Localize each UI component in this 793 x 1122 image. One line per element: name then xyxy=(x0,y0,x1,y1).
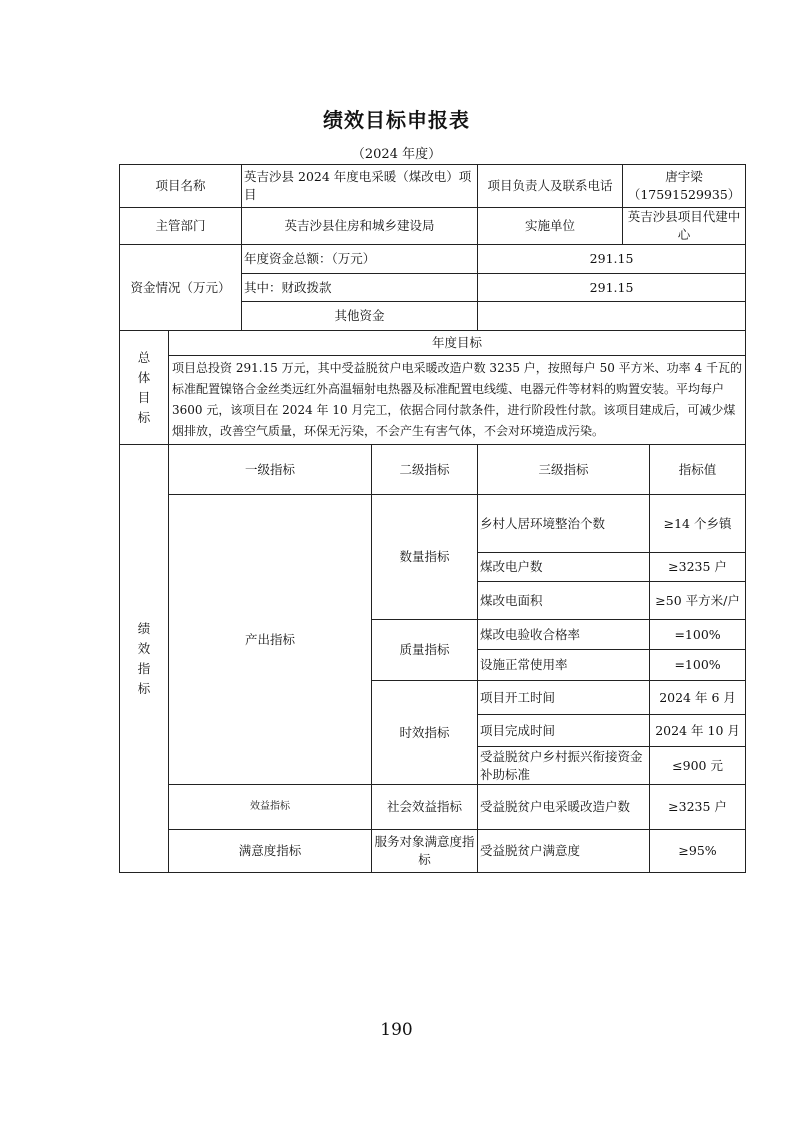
timeliness-indicator-label: 时效指标 xyxy=(372,681,478,785)
performance-indicator-label: 绩 效 指 标 xyxy=(120,445,169,873)
implementing-unit-value: 英吉沙县项目代建中心 xyxy=(623,208,746,245)
overall-goal-label: 总 体 目 标 xyxy=(120,331,169,445)
indicator-value: ≥95% xyxy=(650,830,746,873)
indicator-name: 项目完成时间 xyxy=(478,715,650,747)
level2-header: 二级指标 xyxy=(372,445,478,495)
indicator-name: 受益脱贫户满意度 xyxy=(478,830,650,873)
project-name-row xyxy=(120,165,746,208)
value-header: 指标值 xyxy=(650,445,746,495)
report-year: （2024 年度） xyxy=(351,147,442,162)
funds-other-value xyxy=(478,302,746,331)
indicator-name: 煤改电户数 xyxy=(478,553,650,582)
quantity-indicator-label: 数量指标 xyxy=(372,495,478,620)
service-satisfaction-label: 服务对象满意度指标 xyxy=(372,830,478,873)
indicator-value: 2024 年 6 月 xyxy=(650,681,746,715)
level3-header: 三级指标 xyxy=(478,445,650,495)
indicator-name: 乡村人居环境整治个数 xyxy=(478,495,650,553)
output-indicator-label: 产出指标 xyxy=(169,495,372,785)
funds-total-label: 年度资金总额：（万元） xyxy=(242,245,478,274)
indicator-value: =100% xyxy=(650,620,746,650)
department-label: 主管部门 xyxy=(120,208,242,245)
funds-fiscal-value: 291.15 xyxy=(478,274,746,302)
social-benefit-label: 社会效益指标 xyxy=(372,785,478,830)
satisfaction-row xyxy=(120,830,746,873)
implementing-unit-label: 实施单位 xyxy=(478,208,623,245)
indicator-value: ≥50 平方米/户 xyxy=(650,582,746,620)
indicator-name: 煤改电验收合格率 xyxy=(478,620,650,650)
benefit-row xyxy=(120,785,746,830)
project-name-value: 英吉沙县 2024 年度电采暖（煤改电）项目 xyxy=(242,165,478,208)
funds-label: 资金情况（万元） xyxy=(120,245,242,331)
indicator-name: 设施正常使用率 xyxy=(478,650,650,681)
level1-header: 一级指标 xyxy=(169,445,372,495)
indicator-value: 2024 年 10 月 xyxy=(650,715,746,747)
benefit-indicator-label: 效益指标 xyxy=(169,785,372,830)
project-owner-label: 项目负责人及联系电话 xyxy=(478,165,623,208)
indicator-name: 受益脱贫户电采暖改造户数 xyxy=(478,785,650,830)
quality-indicator-label: 质量指标 xyxy=(372,620,478,681)
page-title: 绩效目标申报表 xyxy=(323,108,470,132)
funds-total-value: 291.15 xyxy=(478,245,746,274)
satisfaction-indicator-label: 满意度指标 xyxy=(169,830,372,873)
indicator-header-row xyxy=(120,445,746,495)
indicator-value: ≥14 个乡镇 xyxy=(650,495,746,553)
project-owner-value: 唐宇梁（17591529935） xyxy=(623,165,746,208)
indicator-name: 受益脱贫户乡村振兴衔接资金补助标准 xyxy=(478,747,650,785)
indicator-name: 项目开工时间 xyxy=(478,681,650,715)
indicator-value: ≥3235 户 xyxy=(650,553,746,582)
table-row xyxy=(120,495,746,553)
project-name-label: 项目名称 xyxy=(120,165,242,208)
funds-fiscal-label: 其中：财政拨款 xyxy=(242,274,478,302)
department-row xyxy=(120,208,746,245)
indicator-name: 煤改电面积 xyxy=(478,582,650,620)
overall-goal-header-row xyxy=(120,331,746,356)
annual-goal-header: 年度目标 xyxy=(169,331,746,356)
overall-goal-text-row xyxy=(120,356,746,445)
funds-other-label: 其他资金 xyxy=(242,302,478,331)
indicator-value: ≥3235 户 xyxy=(650,785,746,830)
department-value: 英吉沙县住房和城乡建设局 xyxy=(242,208,478,245)
page-number: 190 xyxy=(380,1020,413,1040)
performance-target-table xyxy=(119,164,746,873)
indicator-value: =100% xyxy=(650,650,746,681)
indicator-value: ≤900 元 xyxy=(650,747,746,785)
annual-goal-text: 项目总投资 291.15 万元，其中受益脱贫户电采暖改造户数 3235 户，按照每户 50 平方米、功率 4 千瓦的标准配置镍铬合金丝类远红外高温辐射电热器及标准配置电线缆、电器元件等材料的购置安装。平均每户 3600 元，该项目在 2024 年 10 月完工，依据合同付款条件，进行阶段性付款。该项目建成后，可减少煤烟排放，改善空气质量，环保无污染，不会产生有害气体，不会对环境造成污染。 xyxy=(169,356,746,445)
funds-total-row xyxy=(120,245,746,274)
